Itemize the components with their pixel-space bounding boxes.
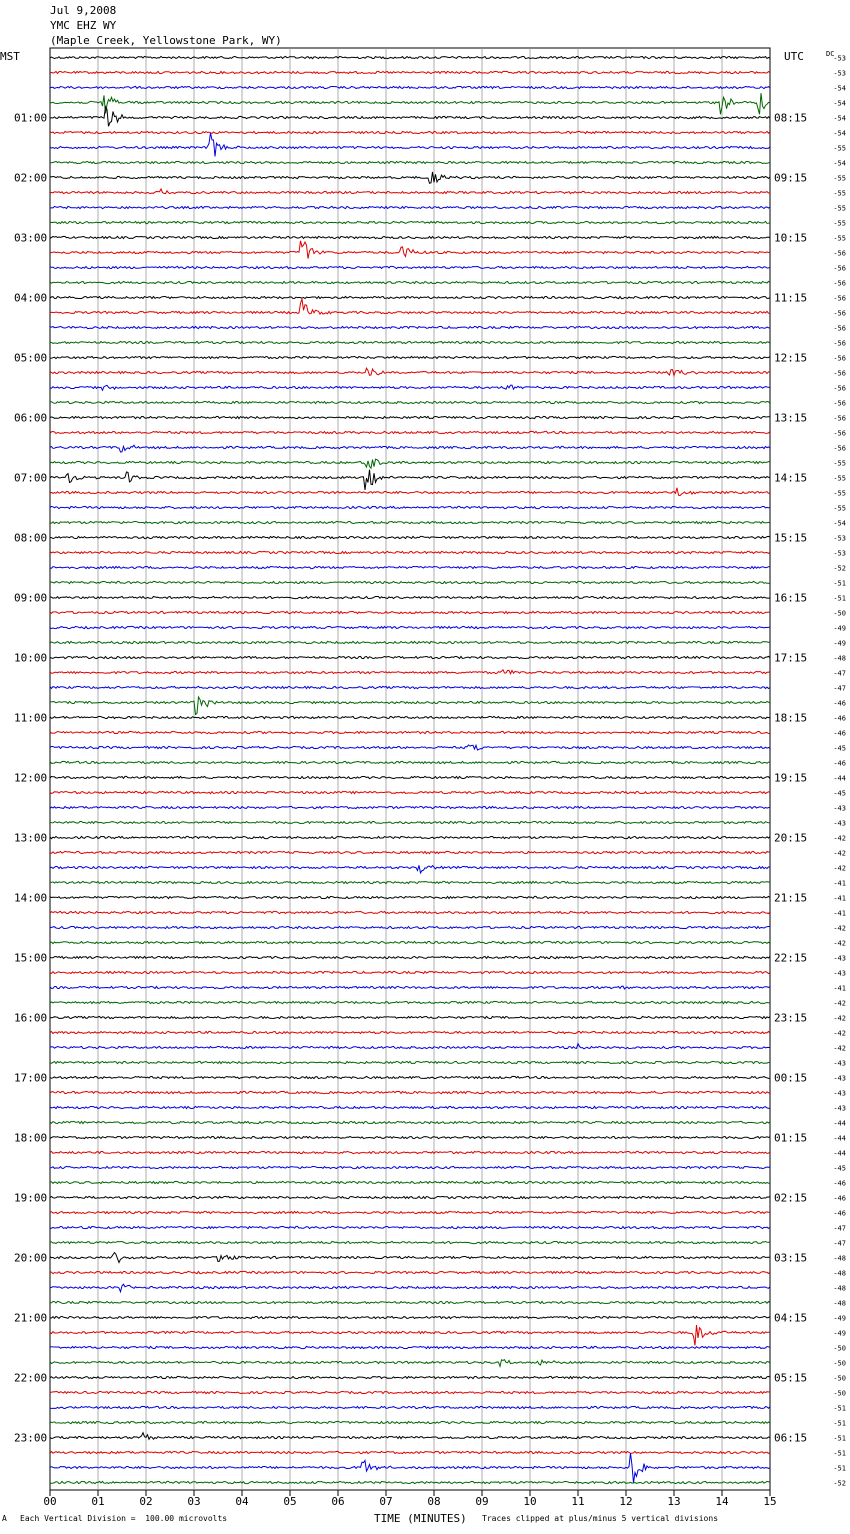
utc-hour-label: 05:15 bbox=[774, 1371, 808, 1385]
dc-offset-label: -43 bbox=[833, 1089, 846, 1098]
mst-hour-label: 09:00 bbox=[14, 591, 48, 605]
dc-column-label: DC bbox=[826, 50, 835, 58]
trace-row bbox=[50, 416, 770, 418]
dc-offset-label: -55 bbox=[833, 504, 846, 513]
dc-offset-label: -51 bbox=[833, 1449, 846, 1458]
trace-row bbox=[50, 1433, 770, 1440]
trace-row bbox=[50, 385, 770, 390]
trace-row bbox=[50, 236, 770, 238]
dc-offset-label: -50 bbox=[833, 1344, 846, 1353]
trace-row bbox=[50, 986, 770, 989]
mst-hour-label: 22:00 bbox=[14, 1371, 48, 1385]
dc-offset-label: -43 bbox=[833, 954, 846, 963]
trace-row bbox=[50, 281, 770, 283]
trace-row bbox=[50, 1360, 770, 1367]
trace-row bbox=[50, 221, 770, 223]
utc-hour-label: 06:15 bbox=[774, 1431, 808, 1445]
trace-row bbox=[50, 1121, 770, 1123]
dc-offset-label: -51 bbox=[833, 1419, 846, 1428]
trace-row bbox=[50, 776, 770, 778]
dc-offset-label: -50 bbox=[833, 609, 846, 618]
dc-offset-label: -56 bbox=[833, 339, 846, 348]
x-tick-label: 07 bbox=[379, 1495, 393, 1508]
trace-row bbox=[50, 761, 770, 763]
trace-row bbox=[50, 1044, 770, 1049]
trace-row bbox=[50, 626, 770, 628]
corner-mark: A bbox=[2, 1514, 7, 1523]
dc-offset-label: -48 bbox=[833, 1284, 846, 1293]
dc-offset-label: -54 bbox=[833, 159, 846, 168]
x-tick-label: 00 bbox=[43, 1495, 57, 1508]
trace-row bbox=[50, 1376, 770, 1378]
scale-note: Each Vertical Division = 100.00 microvolts bbox=[20, 1514, 228, 1523]
utc-hour-label: 16:15 bbox=[774, 591, 808, 605]
mst-hour-label: 11:00 bbox=[14, 711, 48, 725]
trace-row bbox=[50, 93, 770, 114]
dc-offset-label: -44 bbox=[833, 1149, 846, 1158]
dc-offset-label: -43 bbox=[833, 1074, 846, 1083]
trace-row bbox=[50, 806, 770, 808]
trace-row bbox=[50, 1346, 770, 1348]
dc-offset-label: -51 bbox=[833, 594, 846, 603]
utc-hour-label: 13:15 bbox=[774, 411, 808, 425]
dc-offset-label: -51 bbox=[833, 1434, 846, 1443]
dc-offset-label: -56 bbox=[833, 414, 846, 423]
mst-hour-label: 13:00 bbox=[14, 831, 48, 845]
trace-row bbox=[50, 731, 770, 733]
dc-offset-label: -49 bbox=[833, 639, 846, 648]
trace-row bbox=[50, 821, 770, 823]
trace-row bbox=[50, 1091, 770, 1093]
dc-offset-label: -42 bbox=[833, 1014, 846, 1023]
dc-offset-label: -44 bbox=[833, 1134, 846, 1143]
trace-row bbox=[50, 506, 770, 508]
dc-offset-label: -54 bbox=[833, 84, 846, 93]
dc-offset-label: -52 bbox=[833, 564, 846, 573]
trace-row bbox=[50, 536, 770, 538]
trace-row bbox=[50, 356, 770, 358]
dc-offset-label: -46 bbox=[833, 1194, 846, 1203]
dc-offset-label: -51 bbox=[833, 1404, 846, 1413]
trace-row bbox=[50, 56, 770, 58]
x-tick-label: 12 bbox=[619, 1495, 633, 1508]
dc-offset-label: -42 bbox=[833, 834, 846, 843]
dc-offset-label: -55 bbox=[833, 189, 846, 198]
dc-offset-label: -45 bbox=[833, 744, 846, 753]
trace-row bbox=[50, 697, 770, 714]
dc-offset-label: -52 bbox=[833, 1479, 846, 1488]
dc-offset-label: -55 bbox=[833, 234, 846, 243]
trace-row bbox=[50, 971, 770, 973]
mst-hour-label: 02:00 bbox=[14, 171, 48, 185]
dc-offset-label: -55 bbox=[833, 489, 846, 498]
trace-row bbox=[50, 956, 770, 958]
trace-row bbox=[50, 656, 770, 658]
trace-row bbox=[50, 1181, 770, 1183]
dc-offset-label: -56 bbox=[833, 429, 846, 438]
x-tick-label: 09 bbox=[475, 1495, 489, 1508]
utc-hour-label: 19:15 bbox=[774, 771, 808, 785]
utc-hour-label: 10:15 bbox=[774, 231, 808, 245]
trace-row bbox=[50, 521, 770, 523]
x-tick-label: 08 bbox=[427, 1495, 441, 1508]
utc-hour-label: 00:15 bbox=[774, 1071, 808, 1085]
trace-row bbox=[50, 791, 770, 793]
trace-row bbox=[50, 1076, 770, 1078]
trace-row bbox=[50, 596, 770, 598]
mst-hour-label: 20:00 bbox=[14, 1251, 48, 1265]
utc-hour-label: 04:15 bbox=[774, 1311, 808, 1325]
trace-row bbox=[50, 459, 770, 468]
trace-row bbox=[50, 641, 770, 643]
dc-offset-label: -56 bbox=[833, 264, 846, 273]
trace-row bbox=[50, 107, 770, 127]
dc-offset-label: -50 bbox=[833, 1389, 846, 1398]
mst-hour-label: 18:00 bbox=[14, 1131, 48, 1145]
trace-row bbox=[50, 926, 770, 928]
utc-hour-label: 01:15 bbox=[774, 1131, 808, 1145]
mst-hour-label: 07:00 bbox=[14, 471, 48, 485]
trace-row bbox=[50, 881, 770, 883]
x-tick-label: 01 bbox=[91, 1495, 105, 1508]
dc-offset-label: -55 bbox=[833, 459, 846, 468]
dc-offset-label: -46 bbox=[833, 714, 846, 723]
station-code: YMC EHZ WY bbox=[50, 19, 117, 32]
dc-offset-label: -49 bbox=[833, 1329, 846, 1338]
dc-offset-label: -55 bbox=[833, 144, 846, 153]
trace-row bbox=[50, 266, 770, 268]
dc-offset-label: -42 bbox=[833, 924, 846, 933]
utc-hour-label: 14:15 bbox=[774, 471, 808, 485]
utc-hour-label: 03:15 bbox=[774, 1251, 808, 1265]
mst-hour-label: 17:00 bbox=[14, 1071, 48, 1085]
trace-row bbox=[50, 368, 770, 375]
trace-row bbox=[50, 401, 770, 403]
dc-offset-label: -42 bbox=[833, 999, 846, 1008]
trace-row bbox=[50, 1481, 770, 1483]
x-tick-label: 04 bbox=[235, 1495, 249, 1508]
trace-row bbox=[50, 189, 770, 194]
mst-hour-label: 12:00 bbox=[14, 771, 48, 785]
dc-offset-label: -43 bbox=[833, 819, 846, 828]
x-tick-label: 13 bbox=[667, 1495, 681, 1508]
dc-offset-label: -51 bbox=[833, 1464, 846, 1473]
mst-hour-label: 01:00 bbox=[14, 111, 48, 125]
trace-row bbox=[50, 836, 770, 838]
dc-offset-label: -54 bbox=[833, 114, 846, 123]
dc-offset-label: -42 bbox=[833, 849, 846, 858]
dc-offset-label: -49 bbox=[833, 624, 846, 633]
dc-offset-label: -56 bbox=[833, 294, 846, 303]
utc-hour-label: 23:15 bbox=[774, 1011, 808, 1025]
dc-offset-label: -48 bbox=[833, 1299, 846, 1308]
trace-row bbox=[50, 1253, 770, 1263]
dc-offset-label: -53 bbox=[833, 549, 846, 558]
mst-hour-label: 06:00 bbox=[14, 411, 48, 425]
utc-hour-label: 09:15 bbox=[774, 171, 808, 185]
trace-row bbox=[50, 206, 770, 208]
dc-offset-label: -41 bbox=[833, 984, 846, 993]
dc-offset-label: -41 bbox=[833, 894, 846, 903]
mst-hour-label: 23:00 bbox=[14, 1431, 48, 1445]
dc-offset-label: -56 bbox=[833, 444, 846, 453]
dc-offset-label: -47 bbox=[833, 1239, 846, 1248]
mst-hour-label: 08:00 bbox=[14, 531, 48, 545]
dc-offset-label: -56 bbox=[833, 399, 846, 408]
trace-row bbox=[50, 1166, 770, 1168]
trace-row bbox=[50, 431, 770, 433]
dc-offset-label: -45 bbox=[833, 789, 846, 798]
utc-hour-label: 17:15 bbox=[774, 651, 808, 665]
trace-row bbox=[50, 470, 770, 490]
trace-row bbox=[50, 86, 770, 88]
trace-row bbox=[50, 911, 770, 913]
trace-row bbox=[50, 1031, 770, 1033]
dc-offset-label: -42 bbox=[833, 864, 846, 873]
trace-row bbox=[50, 445, 770, 452]
trace-row bbox=[50, 1325, 770, 1345]
utc-hour-label: 21:15 bbox=[774, 891, 808, 905]
trace-row bbox=[50, 1421, 770, 1423]
dc-offset-label: -50 bbox=[833, 1359, 846, 1368]
x-axis-label: TIME (MINUTES) bbox=[374, 1512, 467, 1525]
dc-offset-label: -56 bbox=[833, 354, 846, 363]
trace-row bbox=[50, 172, 770, 183]
trace-row bbox=[50, 865, 770, 873]
dc-offset-label: -53 bbox=[833, 54, 846, 63]
trace-row bbox=[50, 1271, 770, 1273]
trace-row bbox=[50, 745, 770, 750]
mst-hour-label: 15:00 bbox=[14, 951, 48, 965]
trace-row bbox=[50, 1211, 770, 1213]
mst-hour-label: 04:00 bbox=[14, 291, 48, 305]
dc-offset-label: -54 bbox=[833, 519, 846, 528]
trace-row bbox=[50, 566, 770, 568]
trace-row bbox=[50, 71, 770, 73]
dc-offset-label: -56 bbox=[833, 279, 846, 288]
utc-hour-label: 11:15 bbox=[774, 291, 808, 305]
trace-row bbox=[50, 1061, 770, 1063]
dc-offset-label: -47 bbox=[833, 684, 846, 693]
dc-offset-label: -49 bbox=[833, 1314, 846, 1323]
mst-hour-label: 21:00 bbox=[14, 1311, 48, 1325]
utc-hour-label: 12:15 bbox=[774, 351, 808, 365]
x-tick-label: 10 bbox=[523, 1495, 537, 1508]
dc-offset-label: -54 bbox=[833, 99, 846, 108]
dc-offset-label: -56 bbox=[833, 309, 846, 318]
x-tick-label: 14 bbox=[715, 1495, 729, 1508]
dc-offset-label: -56 bbox=[833, 369, 846, 378]
dc-offset-label: -48 bbox=[833, 1254, 846, 1263]
dc-offset-label: -43 bbox=[833, 804, 846, 813]
dc-offset-label: -42 bbox=[833, 1044, 846, 1053]
trace-row bbox=[50, 241, 770, 259]
station-location: (Maple Creek, Yellowstone Park, WY) bbox=[50, 34, 282, 47]
right-axis-label: UTC bbox=[784, 50, 804, 63]
x-tick-label: 05 bbox=[283, 1495, 297, 1508]
dc-offset-label: -53 bbox=[833, 69, 846, 78]
dc-offset-label: -43 bbox=[833, 1104, 846, 1113]
trace-row bbox=[50, 326, 770, 328]
trace-row bbox=[50, 1316, 770, 1318]
trace-row bbox=[50, 1196, 770, 1198]
trace-row bbox=[50, 1136, 770, 1138]
trace-row bbox=[50, 1226, 770, 1228]
mst-hour-label: 03:00 bbox=[14, 231, 48, 245]
trace-row bbox=[50, 1016, 770, 1018]
dc-offset-label: -42 bbox=[833, 939, 846, 948]
trace-row bbox=[50, 686, 770, 688]
dc-offset-label: -44 bbox=[833, 774, 846, 783]
mst-hour-label: 10:00 bbox=[14, 651, 48, 665]
dc-offset-label: -47 bbox=[833, 1224, 846, 1233]
dc-offset-label: -53 bbox=[833, 534, 846, 543]
mst-hour-label: 05:00 bbox=[14, 351, 48, 365]
dc-offset-label: -46 bbox=[833, 729, 846, 738]
dc-offset-label: -56 bbox=[833, 249, 846, 258]
dc-offset-label: -48 bbox=[833, 654, 846, 663]
dc-offset-label: -42 bbox=[833, 1029, 846, 1038]
trace-row bbox=[50, 611, 770, 613]
dc-offset-label: -54 bbox=[833, 129, 846, 138]
dc-offset-label: -47 bbox=[833, 669, 846, 678]
x-tick-label: 15 bbox=[763, 1495, 777, 1508]
utc-hour-label: 08:15 bbox=[774, 111, 808, 125]
dc-offset-label: -56 bbox=[833, 384, 846, 393]
trace-row bbox=[50, 1001, 770, 1003]
trace-row bbox=[50, 299, 770, 314]
dc-offset-label: -43 bbox=[833, 969, 846, 978]
dc-offset-label: -41 bbox=[833, 879, 846, 888]
utc-hour-label: 22:15 bbox=[774, 951, 808, 965]
dc-offset-label: -46 bbox=[833, 699, 846, 708]
mst-hour-label: 14:00 bbox=[14, 891, 48, 905]
trace-row bbox=[50, 1301, 770, 1303]
dc-offset-label: -56 bbox=[833, 324, 846, 333]
trace-row bbox=[50, 1406, 770, 1408]
dc-offset-label: -50 bbox=[833, 1374, 846, 1383]
clip-note: Traces clipped at plus/minus 5 vertical divisions bbox=[482, 1514, 719, 1523]
utc-hour-label: 02:15 bbox=[774, 1191, 808, 1205]
trace-row bbox=[50, 131, 770, 133]
trace-row bbox=[50, 1453, 770, 1483]
recording-date: Jul 9,2008 bbox=[50, 4, 117, 17]
dc-offset-label: -55 bbox=[833, 219, 846, 228]
trace-row bbox=[50, 341, 770, 343]
trace-row bbox=[50, 296, 770, 298]
dc-offset-label: -44 bbox=[833, 1119, 846, 1128]
dc-offset-label: -55 bbox=[833, 204, 846, 213]
x-tick-label: 06 bbox=[331, 1495, 345, 1508]
trace-row bbox=[50, 941, 770, 943]
trace-row bbox=[50, 896, 770, 898]
x-tick-label: 03 bbox=[187, 1495, 201, 1508]
trace-row bbox=[50, 581, 770, 583]
x-tick-label: 11 bbox=[571, 1495, 585, 1508]
dc-offset-label: -48 bbox=[833, 1269, 846, 1278]
mst-hour-label: 16:00 bbox=[14, 1011, 48, 1025]
trace-row bbox=[50, 161, 770, 163]
dc-offset-label: -51 bbox=[833, 579, 846, 588]
utc-hour-label: 18:15 bbox=[774, 711, 808, 725]
dc-offset-label: -55 bbox=[833, 174, 846, 183]
dc-offset-label: -43 bbox=[833, 1059, 846, 1068]
trace-row bbox=[50, 488, 770, 496]
trace-row bbox=[50, 551, 770, 553]
trace-row bbox=[50, 1241, 770, 1243]
utc-hour-label: 15:15 bbox=[774, 531, 808, 545]
trace-row bbox=[50, 1106, 770, 1108]
left-axis-label: MST bbox=[0, 50, 20, 63]
trace-row bbox=[50, 1151, 770, 1153]
dc-offset-label: -41 bbox=[833, 909, 846, 918]
trace-row bbox=[50, 716, 770, 718]
trace-row bbox=[50, 851, 770, 853]
dc-offset-label: -55 bbox=[833, 474, 846, 483]
trace-row bbox=[50, 1391, 770, 1393]
trace-row bbox=[50, 1451, 770, 1453]
dc-offset-label: -46 bbox=[833, 759, 846, 768]
trace-row bbox=[50, 1284, 770, 1292]
dc-offset-label: -46 bbox=[833, 1209, 846, 1218]
dc-offset-label: -45 bbox=[833, 1164, 846, 1173]
x-tick-label: 02 bbox=[139, 1495, 153, 1508]
utc-hour-label: 20:15 bbox=[774, 831, 808, 845]
trace-row bbox=[50, 133, 770, 157]
dc-offset-label: -46 bbox=[833, 1179, 846, 1188]
trace-row bbox=[50, 670, 770, 674]
mst-hour-label: 19:00 bbox=[14, 1191, 48, 1205]
